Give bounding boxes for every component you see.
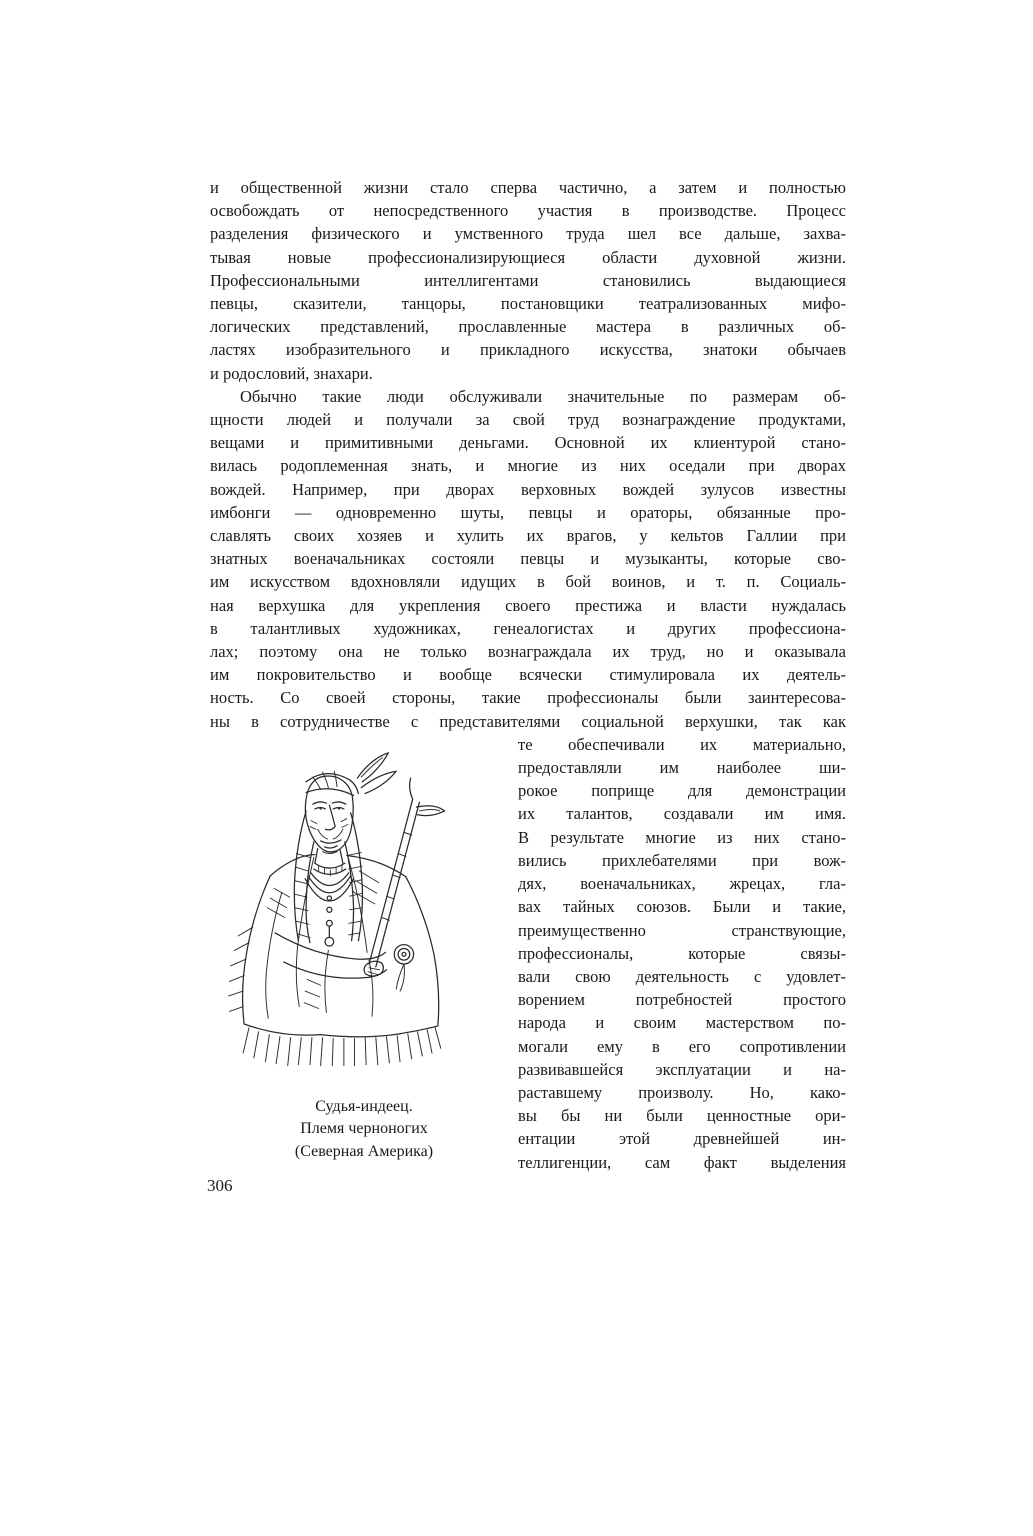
indian-judge-illustration xyxy=(214,747,466,1086)
text-line: могали ему в его сопротивлении xyxy=(518,1036,846,1056)
text-line: ная верхушка для укрепления своего престижа и власти нуждалась xyxy=(210,595,846,615)
text-line: ность. Со своей стороны, такие профессионалы были заинтересова- xyxy=(210,688,846,708)
paragraph-1 xyxy=(210,176,846,385)
text-line: рокое поприще для демонстрации xyxy=(518,781,846,801)
text-line: им искусством вдохновляли идущих в бой воинов, и т. п. Социаль- xyxy=(210,572,846,592)
text-line: логических представлений, прославленные мастера в различных об- xyxy=(210,317,846,337)
text-line: вещами и примитивными деньгами. Основной их клиентурой стано- xyxy=(210,433,846,453)
page-number: 306 xyxy=(207,1176,233,1195)
text-line: знатных военачальниках состояли певцы и музыканты, которые сво- xyxy=(210,549,846,569)
text-line: разделения физического и умственного труда шел все дальше, захва- xyxy=(210,224,846,244)
text-line: Обычно такие люди обслуживали значительные по размерам об- xyxy=(240,386,846,406)
text-line: вились прихлебателями при вож- xyxy=(518,850,846,870)
text-line: им покровительство и вообще всячески стимулировала их деятель- xyxy=(210,665,846,685)
text-line: предоставляли им наиболее ши- xyxy=(518,758,846,778)
text-line: развивавшейся эксплуатации и на- xyxy=(518,1059,846,1079)
text-line: народа и своим мастерством по- xyxy=(518,1013,846,1033)
illustration-head xyxy=(305,753,396,863)
paragraph-2 xyxy=(210,385,846,733)
text-line: ворением потребностей простого xyxy=(518,990,846,1010)
illustration-braids xyxy=(294,811,362,943)
text-line: имбонги — одновременно шуты, певцы и ораторы, обязанные про- xyxy=(210,502,846,522)
text-line: и общественной жизни стало сперва частично, а затем и полностью xyxy=(210,178,846,197)
illustration-arm xyxy=(275,933,386,978)
text-line: в талантливых художниках, генеалогистах и других профессиона- xyxy=(210,618,846,638)
text-line: ентации этой древнейшей ин- xyxy=(518,1129,846,1149)
illustration-necklaces xyxy=(305,863,353,946)
figure-caption xyxy=(210,1096,518,1164)
paragraph-2-continued xyxy=(518,733,846,1174)
text-line: профессионалы, которые связы- xyxy=(518,943,846,963)
text-line: ны в сотрудничестве с представителями социальной верхушки, так как xyxy=(210,711,846,731)
text-line: освобождать от непосредственного участия в производстве. Процесс xyxy=(210,201,846,221)
figure-text-wrap xyxy=(210,733,846,1174)
text-line: преимущественно странствующие, xyxy=(518,920,846,940)
text-line: вилась родоплеменная знать, и многие из них оседали при дворах xyxy=(210,456,846,476)
text-line: тывая новые профессионализирующиеся области духовной жизни. xyxy=(210,247,846,267)
illustration-blanket xyxy=(229,854,441,1065)
text-line: ластях изобразительного и прикладного искусства, знатоки обычаев xyxy=(210,340,846,360)
text-line: вождей. Например, при дворах верховных вождей зулусов известны xyxy=(210,479,846,499)
caption-line: (Северная Америка) xyxy=(294,1142,434,1160)
text-line: теллигенции, сам факт выделения xyxy=(518,1152,846,1172)
figure xyxy=(210,733,518,1174)
text-line: вы бы ни были ценностные ори- xyxy=(518,1106,846,1126)
text-line: лах; поэтому она не только вознаграждала их труд, но и оказывала xyxy=(210,642,846,662)
text-line: вали свою деятельность с удовлет- xyxy=(518,966,846,986)
text-line: их талантов, создавали им имя. xyxy=(518,804,846,824)
text-line: щности людей и получали за свой труд вознаграждение продуктами, xyxy=(210,410,846,430)
text-line: дях, военачальниках, жрецах, гла- xyxy=(518,874,846,894)
illustration-pipe xyxy=(369,778,445,991)
text-line: Профессиональными интеллигентами становились выдающиеся xyxy=(210,270,846,290)
text-line: раставшему произволу. Но, како- xyxy=(518,1082,846,1102)
caption-line: Судья-индеец. xyxy=(315,1097,413,1115)
text-line: певцы, сказители, танцоры, постановщики театрализованных мифо- xyxy=(210,294,846,314)
text-block xyxy=(210,176,846,1174)
text-line: те обеспечивали их материально, xyxy=(518,734,846,754)
text-line: славлять своих хозяев и хулить их врагов, у кельтов Галлии при xyxy=(210,526,846,546)
text-line: вах тайных союзов. Были и такие, xyxy=(518,897,846,917)
text-line: В результате многие из них стано- xyxy=(518,827,846,847)
text-line: и родословий, знахари. xyxy=(210,363,373,383)
caption-line: Племя черноногих xyxy=(300,1120,428,1138)
